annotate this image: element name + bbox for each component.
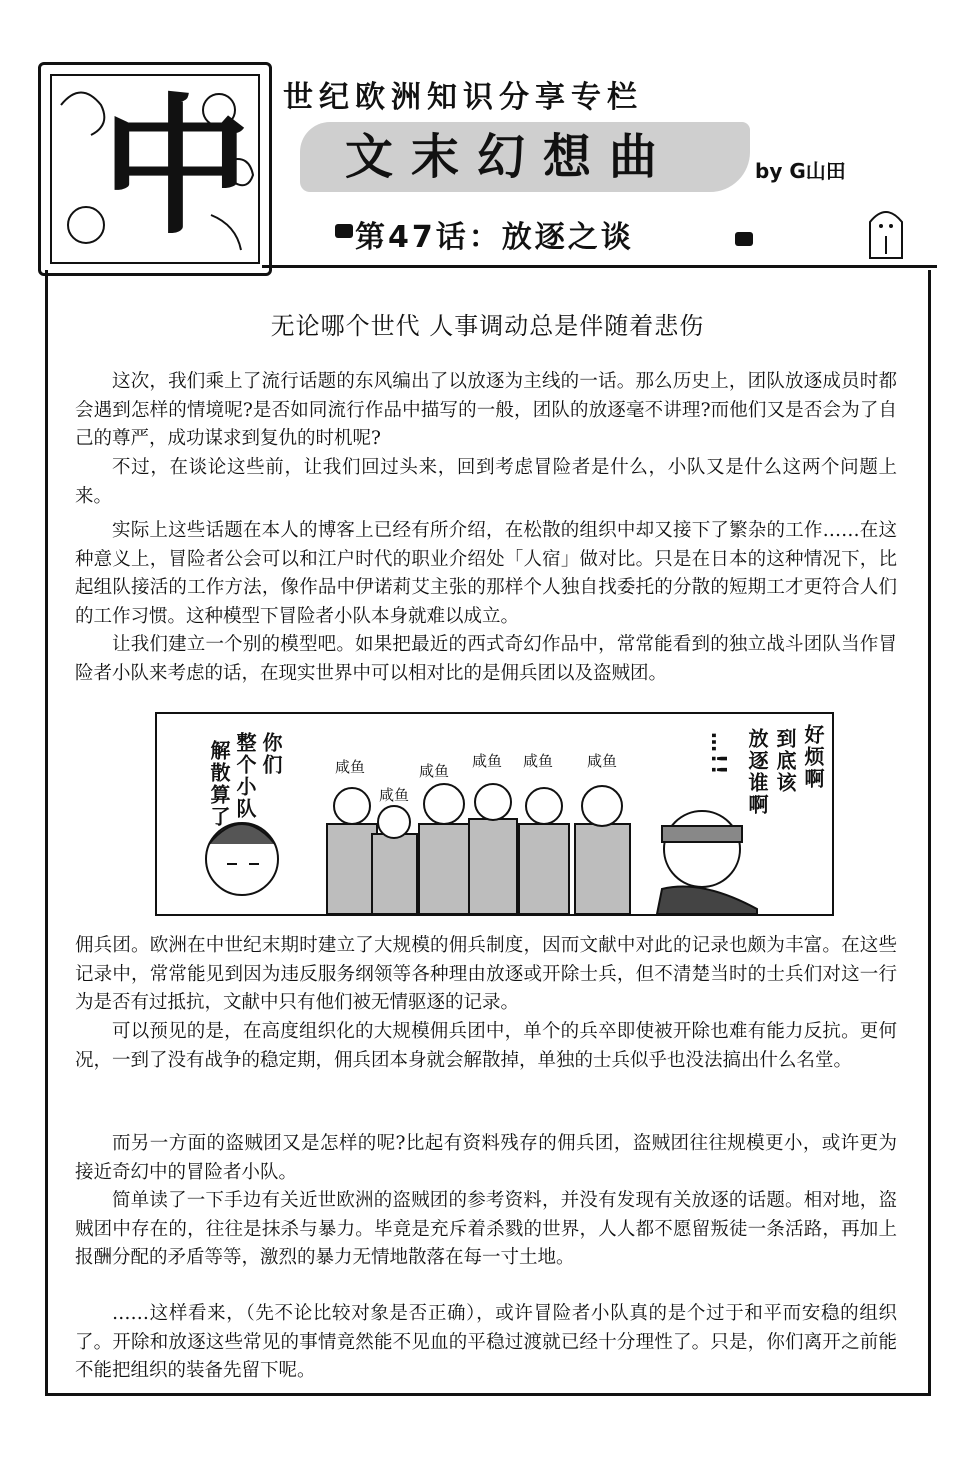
paragraph: 可以预见的是，在高度组织化的大规模佣兵团中，单个的兵卒即使被开除也难有能力反抗。更何况，一到了没有战争的稳定期，佣兵团本身就会解散掉，单独的士兵似乎也没法搞出什么名堂。 — [75, 1021, 897, 1071]
fish-label: 咸鱼 — [379, 786, 410, 804]
paragraph: 不过，在谈论这些前，让我们回过头来，回到考虑冒险者是什么，小队又是什么这两个问题上来。 — [75, 457, 897, 507]
page-title: 文末幻想曲 — [345, 129, 676, 185]
fish-label: 咸鱼 — [419, 762, 450, 780]
speech-bubble: 到底该 — [773, 728, 797, 794]
fish-label: 咸鱼 — [472, 752, 503, 770]
frame-left — [45, 270, 48, 1395]
paragraph: 这次，我们乘上了流行话题的东风编出了以放逐为主线的一话。那么历史上，团队放逐成员时都会遇到怎样的情境呢?是否如同流行作品中描写的一般，团队的放逐毫不讲理?而他们又是否会为了自己的尊严，成功谋求到复仇的时机呢? — [75, 371, 897, 449]
speech-bubble: 整个小队 — [233, 732, 257, 820]
header-rule — [262, 265, 937, 268]
fish-label: 咸鱼 — [523, 752, 554, 770]
speech-bubble: 你们 — [259, 732, 283, 776]
paragraph: 简单读了一下手边有关近世欧洲的盗贼团的参考资料，并没有发现有关放逐的话题。相对地，盗贼团中存在的，往往是抹杀与暴力。毕竟是充斥着杀戮的世界，人人都不愿留叛徒一条活路，再加上报酬分配的矛盾等等，激烈的暴力无情地散落在每一寸土地。 — [75, 1190, 897, 1268]
series-title: 世纪欧洲知识分享专栏 — [283, 80, 643, 115]
fish-label: 咸鱼 — [587, 752, 618, 770]
author-byline: by G山田 — [755, 159, 846, 183]
frame-right — [928, 270, 931, 1395]
episode-mark-left — [335, 224, 353, 238]
article-subtitle: 无论哪个世代 人事调动总是伴随着悲伤 — [270, 312, 705, 340]
paragraph: 实际上这些话题在本人的博客上已经有所介绍，在松散的组织中却又接下了繁杂的工作……在这种意义上，冒险者公会可以和江户时代的职业介绍处「人宿」做对比。只是在日本的这种情况下，比起组队接活的工作方法，像作品中伊诺莉艾主张的那样个人独自找委托的分散的短期工才更符合人们的工作习惯。这种模型下冒险者小队本身就难以成立。 — [75, 520, 897, 627]
fish-label: 咸鱼 — [335, 758, 366, 776]
paragraph: 让我们建立一个别的模型吧。如果把最近的西式奇幻作品中，常常能看到的独立战斗团队当作冒险者小队来考虑的话，在现实世界中可以相对比的是佣兵团以及盗贼团。 — [75, 634, 897, 684]
logo-frame — [38, 62, 272, 276]
episode-mark-right — [735, 232, 753, 246]
logo-character: 中 — [101, 81, 252, 255]
comic-panel — [155, 712, 834, 916]
paragraph: 佣兵团。欧洲在中世纪末期时建立了大规模的佣兵制度，因而文献中对此的记录也颇为丰富。在这些记录中，常常能见到因为违反服务纲领等各种理由放逐或开除士兵，但不清楚当时的士兵们对这一行为是否有过抵抗，文献中只有他们被无情驱逐的记录。 — [75, 935, 897, 1013]
paragraph: 而另一方面的盗贼团又是怎样的呢?比起有资料残存的佣兵团，盗贼团往往规模更小，或许更为接近奇幻中的冒险者小队。 — [75, 1133, 897, 1183]
speech-bubble: …!! — [707, 732, 731, 777]
mascot-icon — [862, 200, 910, 260]
speech-bubble: 放逐谁啊 — [745, 728, 769, 816]
speech-bubble: 好烦啊 — [801, 724, 825, 790]
paragraph: ……这样看来，（先不论比较对象是否正确），或许冒险者小队真的是个过于和平而安稳的组织了。开除和放逐这些常见的事情竟然能不见血的平稳过渡就已经十分理性了。只是，你们离开之前能不能把组织的装备先留下呢。 — [75, 1303, 897, 1381]
frame-bottom — [45, 1393, 931, 1396]
episode-title: 第47话：放逐之谈 — [355, 220, 634, 255]
speech-bubble: 解散算了 — [207, 740, 231, 828]
